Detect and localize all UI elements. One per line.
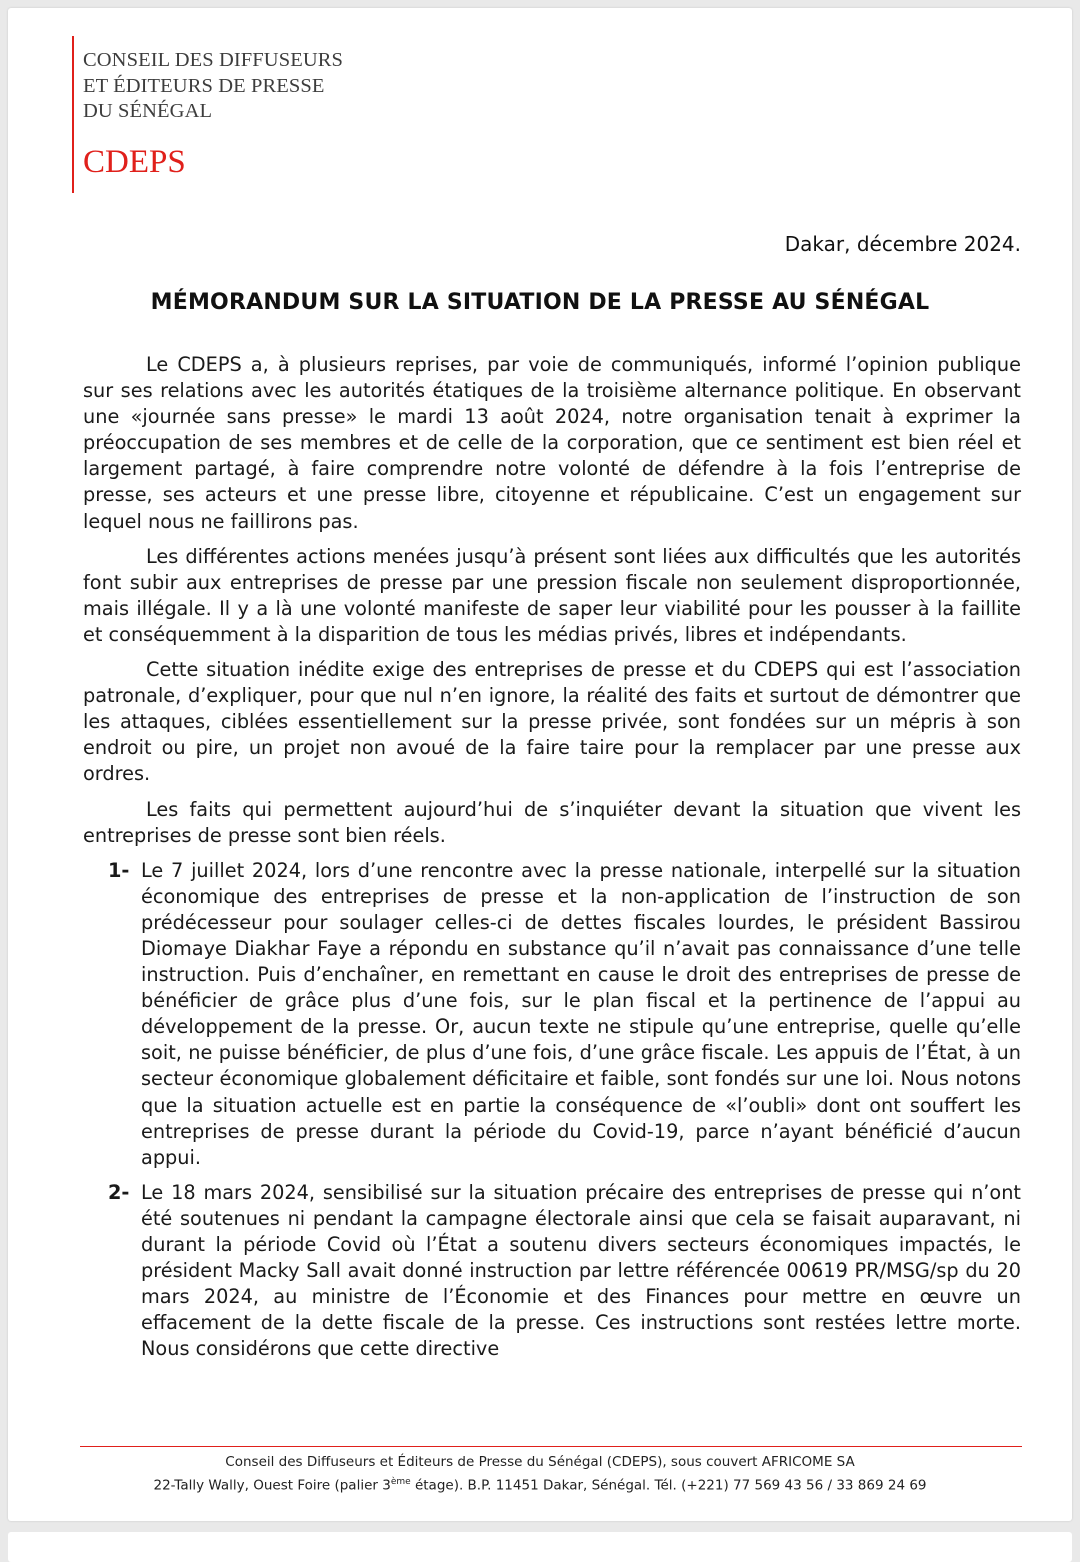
- item-text: Le 7 juillet 2024, lors d’une rencontre avec la presse nationale, interpellé sur la situation économique des entreprises de presse et la non-application de l’instruction de son prédécesseur pour soulager celles-ci de dettes fiscales lourdes, le président Bassirou Diomaye Diakhar Faye a répondu en substance qu’il n’avait pas connaissance d’une telle instruction. Puis d’enchaîner, en remettant en cause le droit des entreprises de presse de bénéficier de grâce plus d’une fois, sur le plan fiscal et la pertinence de l’appui au développement de la presse. Or, aucun texte ne stipule qu’une entreprise, quelle qu’elle soit, ne puisse bénéficier, de plus d’une fois, d’une grâce fiscale. Les appuis de l’État, à un secteur économique globalement déficitaire et faible, sont fondés sur une loi. Nous notons que la situation actuelle est en partie la conséquence de «l’oubli» dont ont souffert les entreprises de presse durant la période du Covid-19, parce n’ayant bénéficié d’aucun appui.: [141, 858, 1021, 1169]
- body-paragraph: Les différentes actions menées jusqu’à présent sont liées aux difficultés que les autorités font subir aux entreprises de presse par une pression fiscale non seulement disproportionnée, mais illégale. Il y a là une volonté manifeste de saper leur viabilité pour les pousser à la faillite et conséquemment à la disparition de tous les médias privés, libres et indépendants.: [83, 544, 1021, 646]
- body-paragraph: Cette situation inédite exige des entreprises de presse et du CDEPS qui est l’association patronale, d’expliquer, pour que nul n’en ignore, la réalité des faits et surtout de démontrer que les attaques, ciblées essentiellement sur la presse privée, sont fondées sur un mépris à son endroit ou pire, un projet non avoué de la faire taire pour la remplacer par une presse aux ordres.: [83, 658, 1021, 786]
- org-name-line: DU SÉNÉGAL: [83, 100, 213, 122]
- organization-acronym: CDEPS: [83, 144, 186, 180]
- footer-line-2: [8, 1472, 1072, 1496]
- footer-line-1: Conseil des Diffuseurs et Éditeurs de Presse du Sénégal (CDEPS), sous couvert AFRICOME SA: [225, 1454, 855, 1470]
- document-page: [8, 8, 1072, 1521]
- next-page-edge: [8, 1532, 1072, 1562]
- body-paragraph: Les faits qui permettent aujourd’hui de s’inquiéter devant la situation que vivent les entreprises de presse sont bien réels.: [83, 797, 1021, 847]
- numbered-item: [83, 1180, 1021, 1363]
- org-name-line: CONSEIL DES DIFFUSEURS: [83, 49, 344, 71]
- org-name-line: ET ÉDITEURS DE PRESSE: [83, 74, 325, 97]
- item-number: 2-: [108, 1180, 130, 1204]
- footer-superscript: ème: [390, 1477, 411, 1487]
- document-date: Dakar, décembre 2024.: [784, 232, 1021, 256]
- letterhead-divider: [72, 36, 74, 193]
- page-footer: [8, 1452, 1072, 1496]
- footer-address: 22-Tally Wally, Ouest Foire (palier 3: [153, 1477, 391, 1494]
- numbered-item: [83, 858, 1021, 1171]
- document-body: [83, 352, 1021, 1371]
- footer-divider: [80, 1446, 1022, 1447]
- document-title: MÉMORANDUM SUR LA SITUATION DE LA PRESSE AU SÉNÉGAL: [150, 290, 930, 315]
- organization-name: [83, 48, 343, 125]
- item-text: Le 18 mars 2024, sensibilisé sur la situation précaire des entreprises de presse qui n’ont été soutenues ni pendant la campagne électorale ainsi que cela se faisait auparavant, ni durant la période Covid où l’État a soutenu divers secteurs économiques impactés, le président Macky Sall avait donné instruction par lettre référencée 00619 PR/MSG/sp du 20 mars 2024, au ministre de l’Économie et des Finances pour mettre en œuvre un effacement de la dette fiscale de la presse. Ces instructions sont restées lettre morte. Nous considérons que cette directive: [141, 1180, 1021, 1361]
- item-number: 1-: [108, 858, 130, 882]
- body-paragraph: Le CDEPS a, à plusieurs reprises, par voie de communiqués, informé l’opinion publique sur ses relations avec les autorités étatiques de la troisième alternance politique. En observant une «journée sans presse» le mardi 13 août 2024, notre organisation tenait à exprimer la préoccupation de ses membres et de celle de la corporation, que ce sentiment est bien réel et largement partagé, à faire comprendre notre volonté de défendre à la fois l’entreprise de presse, ses acteurs et une presse libre, citoyenne et républicaine. C’est un engagement sur lequel nous ne faillirons pas.: [83, 353, 1021, 533]
- footer-contact: étage). B.P. 11451 Dakar, Sénégal. Tél. (+221) 77 569 43 56 / 33 869 24 69: [410, 1477, 927, 1494]
